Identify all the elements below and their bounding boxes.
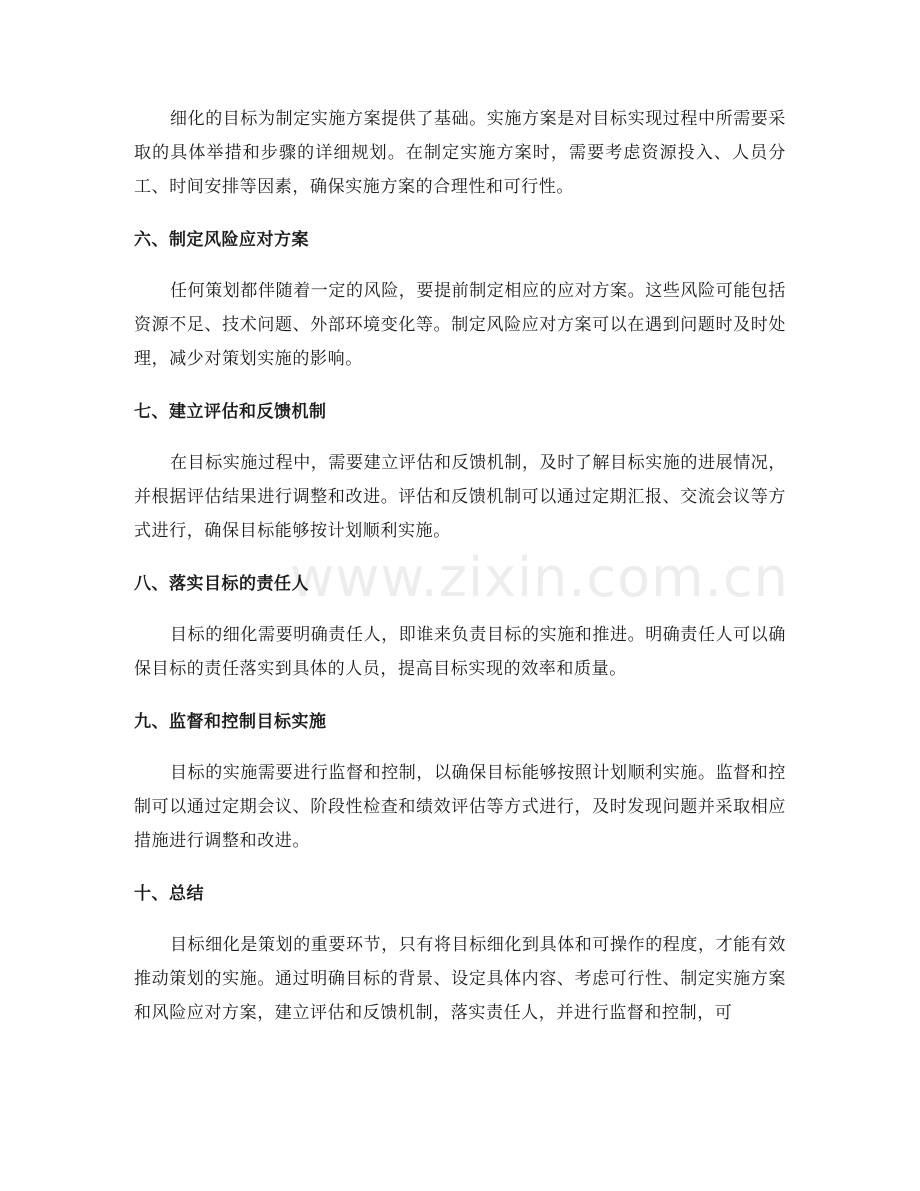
section-heading-9: 九、监督和控制目标实施 [134,712,327,732]
spacer [134,686,786,710]
spacer [134,424,786,446]
spacer [134,252,786,274]
spacer [134,204,786,228]
section-paragraph-9: 目标的实施需要进行监督和控制，以确保目标能够按照计划顺利实施。监督和控制可以通过定期会议、阶段性检查和绩效评估等方式进行，及时发现问题并采取相应措施进行调整和改进。 [134,763,786,851]
spacer [134,734,786,756]
spacer [134,548,786,572]
section-paragraph-10: 目标细化是策划的重要环节，只有将目标细化到具体和可操作的程度，才能有效推动策划的实施。通过明确目标的背景、设定具体内容、考虑可行性、制定实施方案和风险应对方案，建立评估和反馈机制，落实责任人，并进行监督和控制，可 [134,935,786,1023]
section-paragraph-8: 目标的细化需要明确责任人，即谁来负责目标的实施和推进。明确责任人可以确保目标的责任落实到具体的人员，提高目标实现的效率和质量。 [134,625,786,679]
intro-paragraph: 细化的目标为制定实施方案提供了基础。实施方案是对目标实现过程中所需要采取的具体举措和步骤的详细规划。在制定实施方案时，需要考虑资源投入、人员分工、时间安排等因素，确保实施方案的合理性和可行性。 [134,109,786,197]
spacer [134,376,786,400]
section-heading-7: 七、建立评估和反馈机制 [134,402,327,422]
section-paragraph-6: 任何策划都伴随着一定的风险，要提前制定相应的应对方案。这些风险可能包括资源不足、技术问题、外部环境变化等。制定风险应对方案可以在遇到问题时及时处理，减少对策划实施的影响。 [134,281,786,369]
spacer [134,596,786,618]
watermark-text: www.zixin.com.cn [290,546,789,609]
section-heading-6: 六、制定风险应对方案 [134,230,309,250]
section-paragraph-7: 在目标实施过程中，需要建立评估和反馈机制，及时了解目标实施的进展情况，并根据评估结果进行调整和改进。评估和反馈机制可以通过定期汇报、交流会议等方式进行，确保目标能够按计划顺利实施。 [134,453,786,541]
section-heading-8: 八、落实目标的责任人 [134,574,309,594]
spacer [134,858,786,882]
section-heading-10: 十、总结 [134,884,204,904]
spacer [134,906,786,928]
